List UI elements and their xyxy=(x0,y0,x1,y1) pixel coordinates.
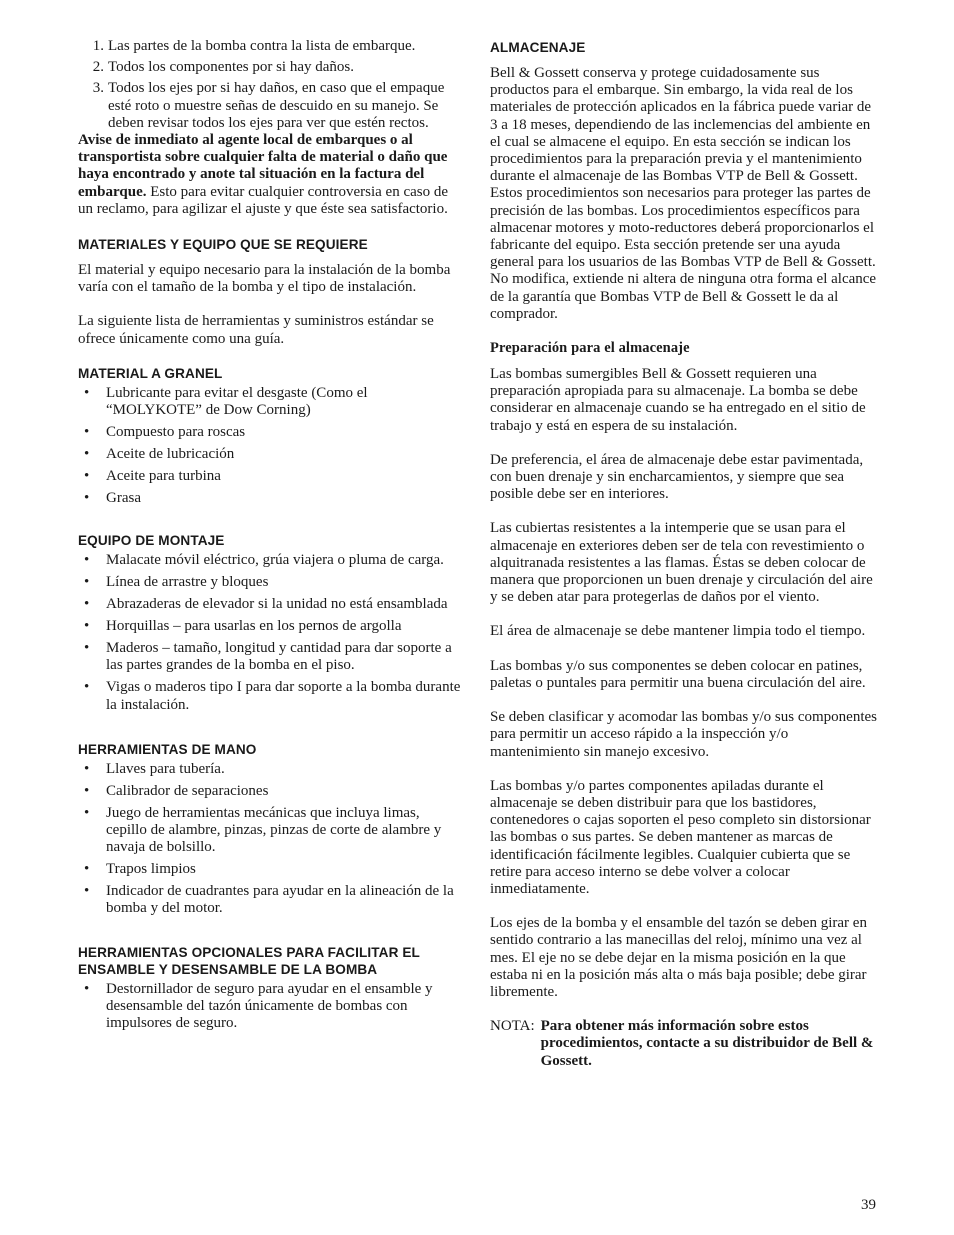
list-item: • Horquillas – para usarlas en los pernos de argolla xyxy=(84,618,402,635)
list-item: • Indicador de cuadrantes para ayudar en la alineación de la bomba y del motor. xyxy=(84,883,454,917)
mounting-equipment-heading: EQUIPO DE MONTAJE xyxy=(78,533,225,549)
note-text: Para obtener más información sobre estos procedimientos, contacte a su distribuidor de Bell & Gossett. xyxy=(540,1018,874,1069)
notice-bold: Avise de inmediato al agente local de embarques o al transportista sobre cualquier falta de material o daño que haya encontrado y anote tal situación en la factura del embarque. xyxy=(78,132,448,200)
page-number: 39 xyxy=(861,1197,876,1213)
storage-paragraph: De preferencia, el área de almacenaje debe estar pavimentada, con buen drenaje y sin encharcamientos, y siempre que sea posible debe ser en interiores. xyxy=(490,451,864,503)
list-item: • Lubricante para evitar el desgaste (Como el “MOLYKOTE” de Dow Corning) xyxy=(84,384,368,419)
list-item: • Maderos – tamaño, longitud y cantidad para dar soporte a las partes grandes de la bomba en el piso. xyxy=(84,640,452,674)
notice-paragraph xyxy=(78,132,462,218)
hand-tools-list xyxy=(78,761,462,918)
storage-paragraph: El área de almacenaje se debe mantener limpia todo el tiempo. xyxy=(490,623,866,640)
optional-tools-list xyxy=(78,981,462,1033)
hand-tools-heading: HERRAMIENTAS DE MANO xyxy=(78,741,257,757)
optional-tools-heading: HERRAMIENTAS OPCIONALES PARA FACILITAR EL ENSAMBLE Y DESENSAMBLE DE LA BOMBA xyxy=(78,944,420,977)
list-item: • Grasa xyxy=(84,490,141,507)
list-item: • Llaves para tubería. xyxy=(84,760,225,777)
list-item: • Vigas o maderos tipo I para dar soporte a la bomba durante la instalación. xyxy=(84,679,461,713)
storage-paragraph: Las bombas sumergibles Bell & Gossett requieren una preparación apropiada para su almacenaje. La bomba se debe considerar en almacenaje cuando se ha entregado en el sitio de trabajo y está en espera de su instalación. xyxy=(490,366,866,434)
list-item: • Malacate móvil eléctrico, grúa viajera o pluma de carga. xyxy=(84,552,444,569)
materials-heading: MATERIALES Y EQUIPO QUE SE REQUIERE xyxy=(78,237,368,253)
mounting-equipment-list xyxy=(78,552,462,714)
list-item: • Línea de arrastre y bloques xyxy=(84,574,269,591)
notice-rest: Esto para evitar cualquier controversia en caso de un reclamo, para agilizar el ajuste y que éste sea satisfactorio. xyxy=(78,183,449,217)
list-item: 3. Todos los ejes por si hay daños, en caso que el empaque esté roto o muestre señas de descuido en su manejo. Se deben revisar todos los ejes para ver que estén rectos. xyxy=(92,80,445,131)
storage-paragraph: Las bombas y/o sus componentes se deben colocar en patines, paletas o puntales para permitir una buena circulación del aire. xyxy=(490,657,866,691)
materials-paragraph-1: El material y equipo necesario para la instalación de la bomba varía con el tamaño de la bomba y el tipo de instalación. xyxy=(78,262,451,296)
storage-paragraph: Se deben clasificar y acomodar las bombas y/o sus componentes para permitir un acceso rápido a la inspección y/o mantenimiento sin manejo excesivo. xyxy=(490,709,877,760)
storage-paragraph: Las bombas y/o partes componentes apiladas durante el almacenaje se deben distribuir para que los bastidores, contenedores o cajas soporten el peso completo sin distorsionar las bombas o sus partes. Se deben mantener as marcas de identificación fácilmente legibles. Cualquier cubierta que se retire para acceso interno se debe volver a colocar inmediatamente. xyxy=(490,777,871,897)
materials-paragraph-2: La siguiente lista de herramientas y suministros estándar se ofrece únicamente como una guía. xyxy=(78,313,434,347)
inspection-list xyxy=(78,38,462,132)
list-item: • Juego de herramientas mecánicas que incluya limas, cepillo de alambre, pinzas, pinzas de corte de alambre y navaja de bolsillo. xyxy=(84,804,442,856)
list-item: • Aceite para turbina xyxy=(84,468,221,485)
list-item: 1. Las partes de la bomba contra la lista de embarque. xyxy=(92,38,416,54)
list-item: • Destornillador de seguro para ayudar en el ensamble y desensamble del tazón únicamente de bombas con impulsores de seguro. xyxy=(84,980,433,1032)
list-item: • Abrazaderas de elevador si la unidad no está ensamblada xyxy=(84,596,448,613)
list-item: • Compuesto para roscas xyxy=(84,424,246,441)
left-column xyxy=(78,38,462,1037)
list-item: • Calibrador de separaciones xyxy=(84,782,269,799)
bulk-material-heading: MATERIAL A GRANEL xyxy=(78,365,223,381)
note-label: NOTA: xyxy=(490,1018,535,1035)
note-block xyxy=(490,1018,878,1070)
storage-paragraph: Bell & Gossett conserva y protege cuidadosamente sus productos para el embarque. Sin embargo, la vida real de los materiales de protección aplicados en la fábrica puede variar de 3 a 18 meses, dependiendo de las inclemencias del ambiente en el cual se almacene el equipo. En esta sección se indican los procedimientos para la preparación previa y el mantenimiento durante el almacenaje de las Bombas VTP de Bell & Gossett. Estos procedimientos son necesarios para proteger las partes de precisión de las bombas. Los procedimientos específicos para almacenar motores y moto-reductores deberá proporcionarlos el fabricante del equipo. Esta sección pretende ser una ayuda general para los usuarios de las Bombas VTP de Bell & Gossett. No modifica, extiende ni altera de ninguna otra forma el alcance de la garantía que Bombas VTP de Bell & Gossett le da al comprador. xyxy=(490,65,877,322)
storage-paragraph: Los ejes de la bomba y el ensamble del tazón se deben girar en sentido contrario a las manecillas del reloj, mínimo una vez al mes. El eje no se debe dejar en la misma posición en la que estaba ni en la posición más alta o más baja posible; debe girar libremente. xyxy=(490,915,867,1000)
list-item: • Aceite de lubricación xyxy=(84,446,235,463)
bulk-material-list xyxy=(78,385,462,507)
list-item: 2. Todos los componentes por si hay daños. xyxy=(92,59,355,76)
list-item: • Trapos limpios xyxy=(84,861,196,878)
right-column xyxy=(490,38,878,1070)
storage-preparation-heading: Preparación para el almacenaje xyxy=(490,340,690,357)
storage-heading: ALMACENAJE xyxy=(490,40,586,55)
storage-paragraph: Las cubiertas resistentes a la intemperie que se usan para el almacenaje en exteriores deben ser de tela con revestimiento o alquitranada resistentes a las flamas. Éstas se deben colocar de manera que proporcionen un buen drenaje y circulación del aire y se deben atar para protegerlas de daños por el viento. xyxy=(490,520,873,606)
